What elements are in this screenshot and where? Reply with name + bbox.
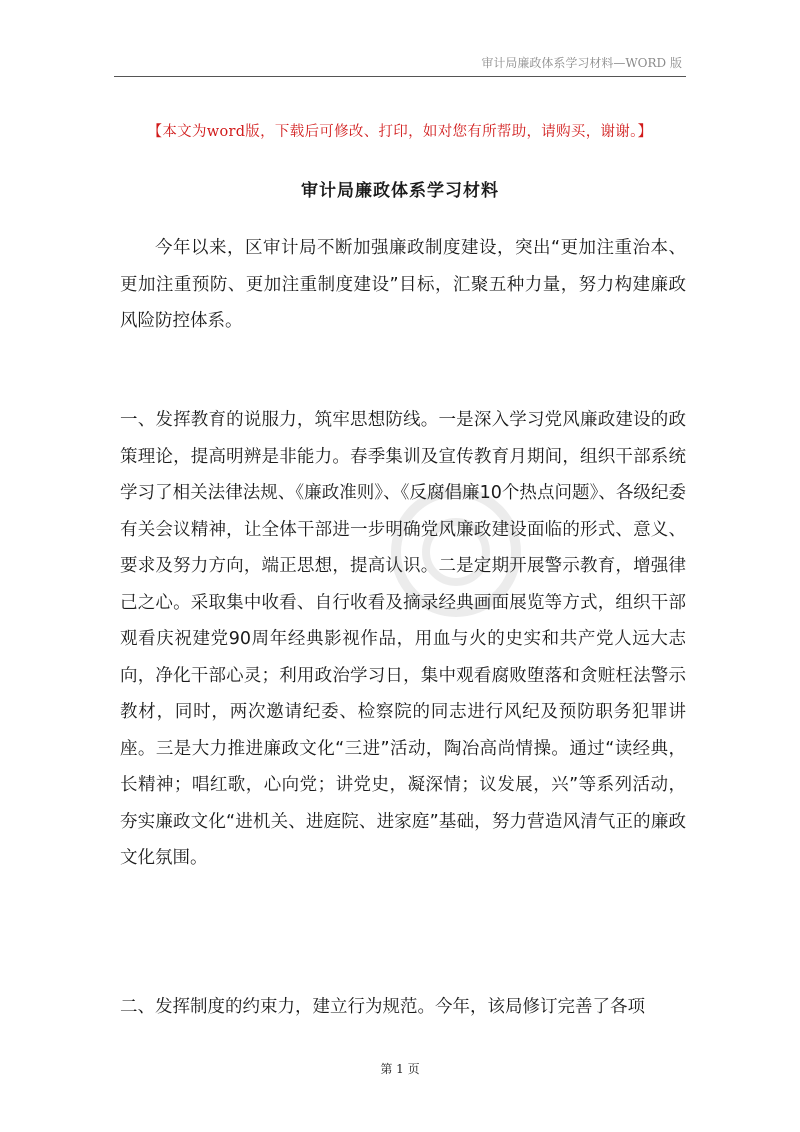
document-title: 审计局廉政体系学习材料 bbox=[301, 181, 499, 201]
paragraph-section-one: 一、发挥教育的说服力，筑牢思想防线。一是深入学习党风廉政建设的政策理论，提高明辨是非能力。春季集训及宣传教育月期间，组织干部系统学习了相关法律法规、《廉政准则》、《反腐倡廉10个热点问题》、各级纪委有关会议精神，让全体干部进一步明确党风廉政建设面临的形式、意义、要求及努力方向，端正思想，提高认识。二是定期开展警示教育，增强律己之心。采取集中收看、自行收看及摘录经典画面展览等方式，组织干部观看庆祝建党90周年经典影视作品，用血与火的史实和共产党人远大志向，净化干部心灵；利用政治学习日，集中观看腐败堕落和贪赃枉法警示教材，同时，两次邀请纪委、检察院的同志进行风纪及预防职务犯罪讲座。三是大力推进廉政文化“三进”活动，陶冶高尚情操。通过“读经典，长精神；唱红歌，心向党；讲党史，凝深情；议发展，兴”等系列活动，夯实廉政文化“进机关、进庭院、进家庭”基础，努力营造风清气正的廉政文化氛围。 bbox=[120, 410, 686, 868]
paragraph-intro: 今年以来，区审计局不断加强廉政制度建设，突出“更加注重治本、更加注重预防、更加注重制度建设”目标，汇聚五种力量，努力构建廉政风险防控体系。 bbox=[120, 238, 686, 331]
paragraph-section-two: 二、发挥制度的约束力，建立行为规范。今年，该局修订完善了各项 bbox=[120, 997, 645, 1017]
download-notice: 【本文为word版，下载后可修改、打印，如对您有所帮助，请购买，谢谢。】 bbox=[147, 124, 653, 140]
running-header: 审计局廉政体系学习材料—WORD 版 bbox=[481, 56, 682, 70]
page-number: 第 1 页 bbox=[380, 1062, 420, 1076]
header-divider bbox=[114, 76, 686, 77]
